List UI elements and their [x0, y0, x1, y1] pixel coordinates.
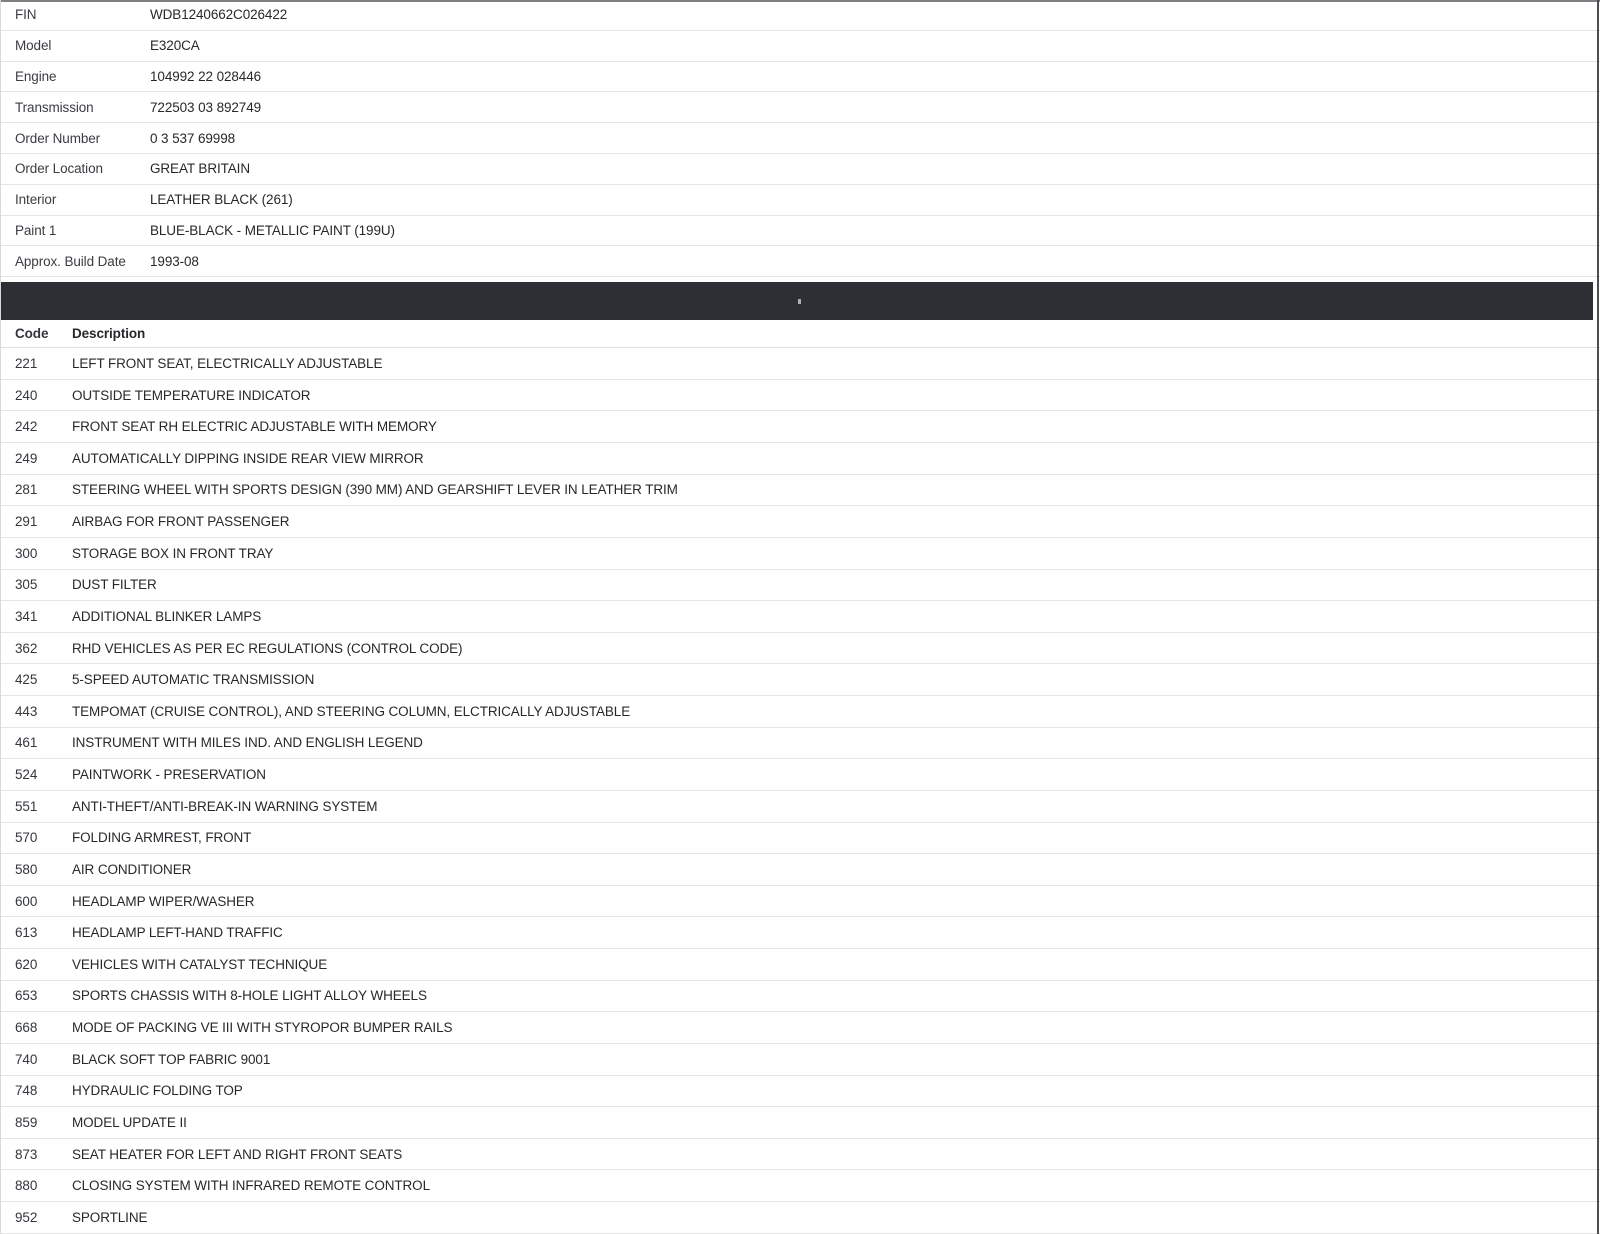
table-row [1, 791, 1600, 823]
option-code-cell: 221 [15, 355, 38, 371]
option-description-cell: AIRBAG FOR FRONT PASSENGER [72, 514, 290, 530]
table-row [1, 759, 1600, 791]
option-code-cell: 291 [15, 514, 38, 530]
table-row [1, 1044, 1600, 1076]
option-description-cell: ADDITIONAL BLINKER LAMPS [72, 608, 262, 624]
option-code-cell: 600 [15, 893, 38, 909]
info-value: E320CA [150, 38, 200, 54]
vehicle-info-row [1, 185, 1600, 216]
info-label: Order Location [15, 161, 103, 177]
table-row [1, 538, 1600, 570]
option-code-cell: 570 [15, 830, 38, 846]
option-description-cell: AUTOMATICALLY DIPPING INSIDE REAR VIEW MIRROR [72, 450, 424, 466]
table-row [1, 348, 1600, 380]
option-description-cell: MODEL UPDATE II [72, 1114, 187, 1130]
info-label: Paint 1 [15, 222, 57, 238]
table-row [1, 443, 1600, 475]
table-row [1, 664, 1600, 696]
option-code-cell: 242 [15, 419, 38, 435]
option-description-cell: CLOSING SYSTEM WITH INFRARED REMOTE CONTROL [72, 1178, 430, 1194]
option-description-cell: OUTSIDE TEMPERATURE INDICATOR [72, 387, 311, 403]
vehicle-info-row [1, 62, 1600, 93]
codes-table-header-row [1, 320, 1600, 348]
option-code-cell: 281 [15, 482, 38, 498]
table-row [1, 1202, 1600, 1234]
option-description-cell: STEERING WHEEL WITH SPORTS DESIGN (390 MM) AND GEARSHIFT LEVER IN LEATHER TRIM [72, 482, 678, 498]
table-row [1, 981, 1600, 1013]
option-description-cell: HEADLAMP WIPER/WASHER [72, 893, 255, 909]
info-label: Engine [15, 68, 57, 84]
option-code-cell: 524 [15, 767, 38, 783]
info-value: 0 3 537 69998 [150, 130, 236, 146]
option-code-cell: 952 [15, 1209, 38, 1225]
info-value: 104992 22 028446 [150, 68, 262, 84]
option-description-cell: BLACK SOFT TOP FABRIC 9001 [72, 1051, 271, 1067]
table-row [1, 570, 1600, 602]
vehicle-info-row [1, 216, 1600, 247]
info-value: BLUE-BLACK - METALLIC PAINT (199U) [150, 222, 395, 238]
option-code-cell: 461 [15, 735, 38, 751]
codes-table-body [1, 348, 1600, 1234]
option-description-cell: SPORTLINE [72, 1209, 148, 1225]
option-description-cell: TEMPOMAT (CRUISE CONTROL), AND STEERING COLUMN, ELCTRICALLY ADJUSTABLE [72, 703, 631, 719]
option-code-cell: 668 [15, 1020, 38, 1036]
option-code-cell: 653 [15, 988, 38, 1004]
option-code-cell: 613 [15, 925, 38, 941]
option-description-cell: HEADLAMP LEFT-HAND TRAFFIC [72, 925, 283, 941]
table-row [1, 886, 1600, 918]
vehicle-info-row [1, 246, 1600, 277]
table-row [1, 1012, 1600, 1044]
info-value: LEATHER BLACK (261) [150, 192, 293, 208]
table-row [1, 1170, 1600, 1202]
info-value: WDB1240662C026422 [150, 7, 288, 23]
vehicle-info-row [1, 92, 1600, 123]
option-code-cell: 362 [15, 640, 38, 656]
table-row [1, 633, 1600, 665]
info-label: Order Number [15, 130, 101, 146]
description-column-header: Description [72, 326, 146, 342]
info-value: 1993-08 [150, 253, 199, 269]
option-description-cell: LEFT FRONT SEAT, ELECTRICALLY ADJUSTABLE [72, 355, 383, 371]
option-code-cell: 880 [15, 1178, 38, 1194]
table-row [1, 380, 1600, 412]
table-row [1, 411, 1600, 443]
tiny-dot-icon [798, 299, 801, 304]
vehicle-info-row [1, 123, 1600, 154]
info-label: Approx. Build Date [15, 253, 126, 269]
vehicle-info-row [1, 31, 1600, 62]
table-row [1, 917, 1600, 949]
info-value: GREAT BRITAIN [150, 161, 250, 177]
option-code-cell: 551 [15, 798, 38, 814]
table-row [1, 854, 1600, 886]
vehicle-info-row [1, 0, 1600, 31]
table-row [1, 1107, 1600, 1139]
option-description-cell: STORAGE BOX IN FRONT TRAY [72, 545, 274, 561]
table-row [1, 696, 1600, 728]
option-description-cell: SEAT HEATER FOR LEFT AND RIGHT FRONT SEATS [72, 1146, 403, 1162]
option-code-cell: 305 [15, 577, 38, 593]
option-description-cell: HYDRAULIC FOLDING TOP [72, 1083, 243, 1099]
window-top-border [1, 0, 1600, 2]
table-row [1, 728, 1600, 760]
info-label: Interior [15, 192, 57, 208]
table-row [1, 1076, 1600, 1108]
vehicle-info-row [1, 154, 1600, 185]
option-description-cell: INSTRUMENT WITH MILES IND. AND ENGLISH LEGEND [72, 735, 423, 751]
option-description-cell: AIR CONDITIONER [72, 861, 192, 877]
option-code-cell: 443 [15, 703, 38, 719]
option-codes-table [1, 320, 1600, 1234]
info-value: 722503 03 892749 [150, 99, 262, 115]
table-row [1, 506, 1600, 538]
option-code-cell: 580 [15, 861, 38, 877]
info-label: Transmission [15, 99, 94, 115]
info-label: Model [15, 38, 52, 54]
window-right-edge [1597, 0, 1599, 1234]
table-row [1, 949, 1600, 981]
section-divider-bar [1, 282, 1593, 320]
option-code-cell: 620 [15, 956, 38, 972]
table-row [1, 1139, 1600, 1171]
table-row [1, 475, 1600, 507]
option-code-cell: 873 [15, 1146, 38, 1162]
option-description-cell: VEHICLES WITH CATALYST TECHNIQUE [72, 956, 328, 972]
option-code-cell: 249 [15, 450, 38, 466]
option-code-cell: 425 [15, 672, 38, 688]
option-code-cell: 300 [15, 545, 38, 561]
option-code-cell: 341 [15, 608, 38, 624]
option-description-cell: FOLDING ARMREST, FRONT [72, 830, 252, 846]
table-row [1, 601, 1600, 633]
vehicle-info-table [1, 0, 1600, 277]
option-description-cell: 5-SPEED AUTOMATIC TRANSMISSION [72, 672, 315, 688]
option-code-cell: 740 [15, 1051, 38, 1067]
option-description-cell: MODE OF PACKING VE III WITH STYROPOR BUMPER RAILS [72, 1020, 453, 1036]
option-code-cell: 240 [15, 387, 38, 403]
option-description-cell: SPORTS CHASSIS WITH 8-HOLE LIGHT ALLOY WHEELS [72, 988, 427, 1004]
option-code-cell: 859 [15, 1114, 38, 1130]
option-description-cell: RHD VEHICLES AS PER EC REGULATIONS (CONTROL CODE) [72, 640, 463, 656]
option-description-cell: PAINTWORK - PRESERVATION [72, 767, 266, 783]
option-code-cell: 748 [15, 1083, 38, 1099]
option-description-cell: DUST FILTER [72, 577, 157, 593]
info-label: FIN [15, 7, 37, 23]
option-description-cell: FRONT SEAT RH ELECTRIC ADJUSTABLE WITH MEMORY [72, 419, 437, 435]
option-description-cell: ANTI-THEFT/ANTI-BREAK-IN WARNING SYSTEM [72, 798, 378, 814]
table-row [1, 823, 1600, 855]
code-column-header: Code [15, 326, 49, 342]
